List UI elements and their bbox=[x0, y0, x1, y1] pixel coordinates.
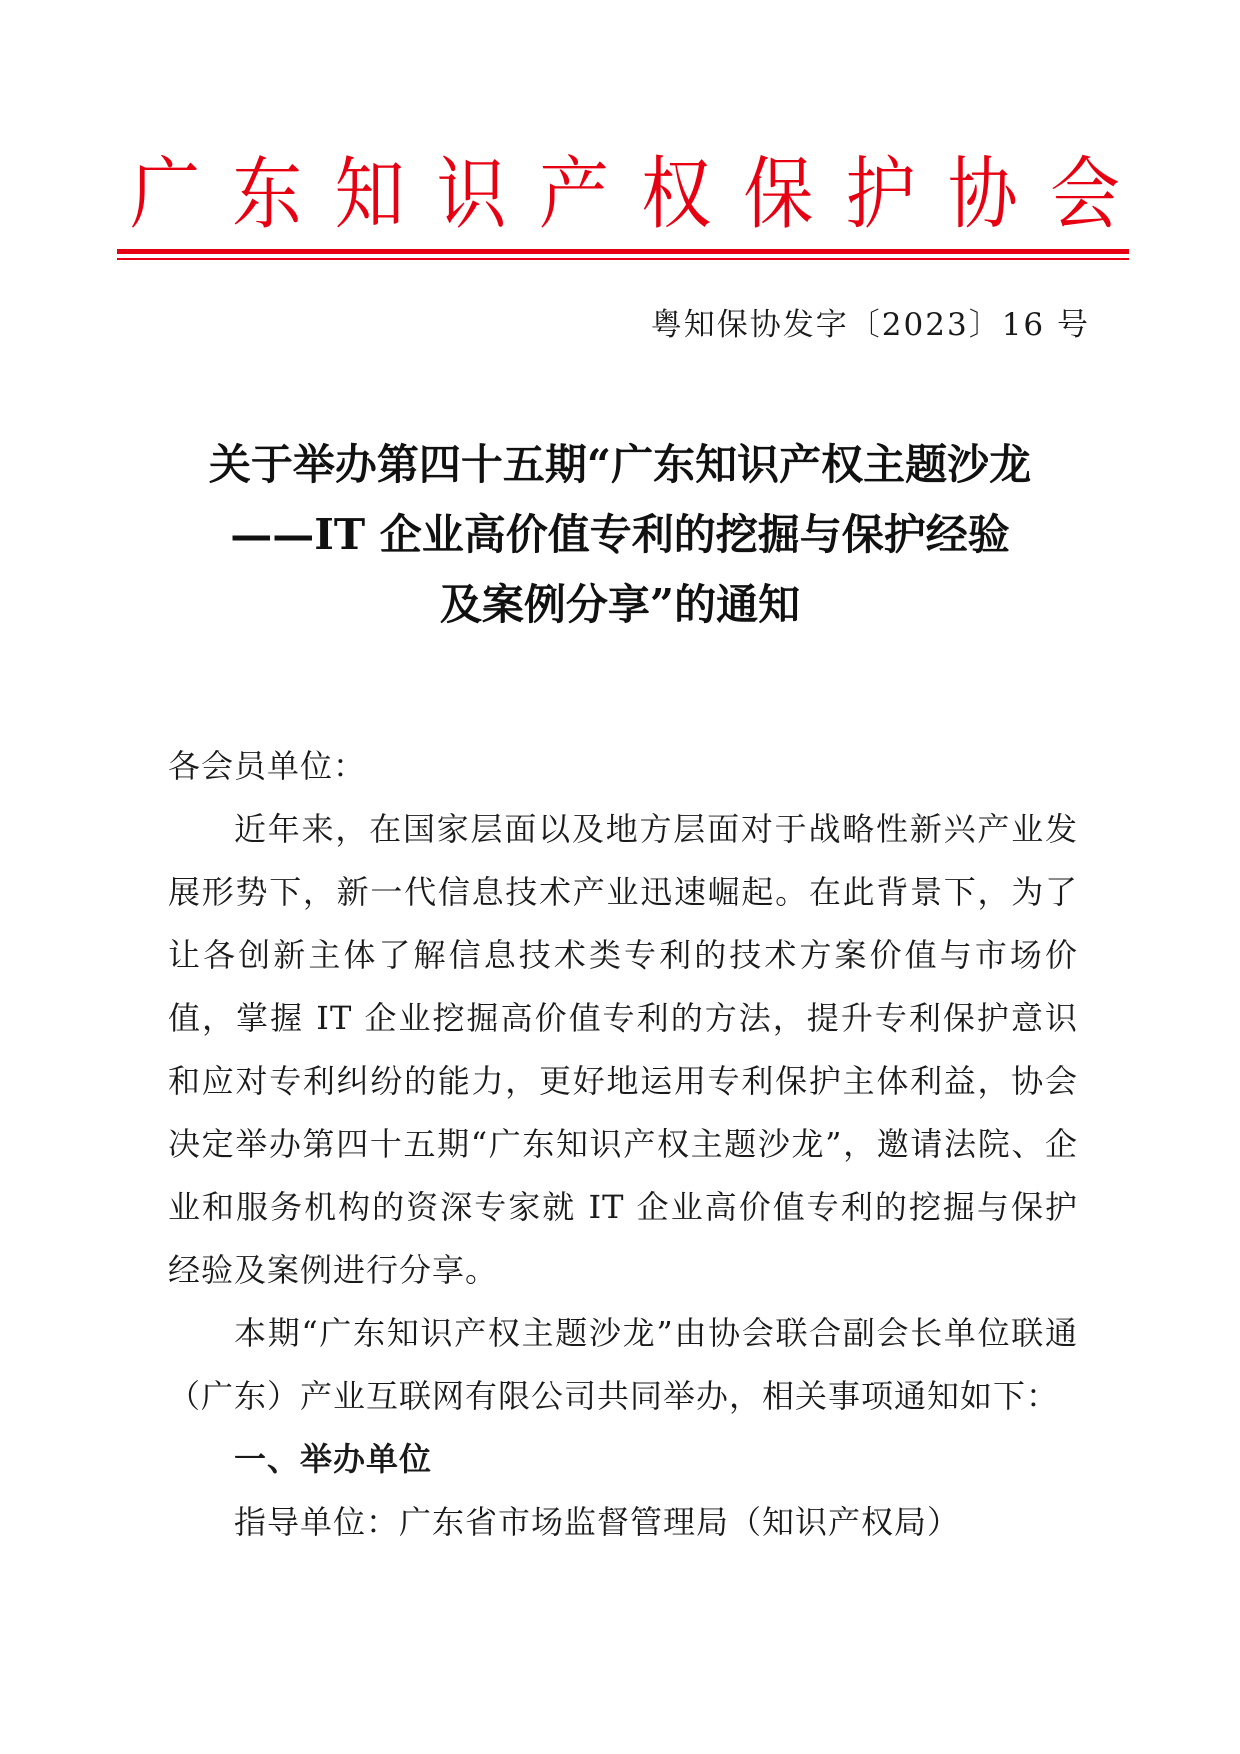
section-heading-organizers: 一、举办单位 bbox=[234, 1440, 433, 1478]
masthead-char: 识 bbox=[436, 148, 507, 240]
masthead-char: 护 bbox=[845, 148, 916, 240]
masthead-char: 产 bbox=[538, 148, 609, 240]
masthead-char: 东 bbox=[232, 148, 303, 240]
masthead-char: 权 bbox=[641, 148, 712, 240]
masthead-char: 广 bbox=[130, 148, 200, 240]
masthead-rule-thin bbox=[117, 258, 1129, 260]
document-title bbox=[120, 430, 1120, 640]
title-line-2: ——IT 企业高价值专利的挖掘与保护经验 bbox=[230, 510, 1010, 559]
masthead-char: 知 bbox=[334, 148, 405, 240]
title-line-3: 及案例分享”的通知 bbox=[439, 580, 801, 629]
salutation: 各会员单位： bbox=[168, 747, 367, 785]
title-line-1: 关于举办第四十五期“广东知识产权主题沙龙 bbox=[208, 440, 1032, 489]
masthead-rule-thick bbox=[117, 249, 1129, 254]
masthead-title bbox=[120, 138, 1130, 250]
body-paragraph-2: 本期“广东知识产权主题沙龙”由协会联合副会长单位联通（广东）产业互联网有限公司共同举办，相关事项通知如下： bbox=[168, 1314, 1078, 1415]
masthead-char: 协 bbox=[947, 148, 1018, 240]
body-paragraph-1: 近年来，在国家层面以及地方层面对于战略性新兴产业发展形势下，新一代信息技术产业迅速崛起。在此背景下，为了让各创新主体了解信息技术类专利的技术方案价值与市场价值，掌握 IT 企业挖掘高价值专利的方法，提升专利保护意识和应对专利纠纷的能力，更好地运用专利保护主体利益，协会决定举办第四十五期“广东知识产权主题沙龙”，邀请法院、企业和服务机构的资深专家就 IT 企业高价值专利的挖掘与保护经验及案例进行分享。 bbox=[168, 810, 1078, 1289]
document-body bbox=[168, 735, 1078, 1554]
masthead-char: 会 bbox=[1049, 148, 1120, 240]
document-number: 粤知保协发字〔2023〕16 号 bbox=[650, 307, 1090, 343]
masthead-char: 保 bbox=[743, 148, 814, 240]
guiding-unit: 指导单位：广东省市场监督管理局（知识产权局） bbox=[234, 1503, 961, 1541]
